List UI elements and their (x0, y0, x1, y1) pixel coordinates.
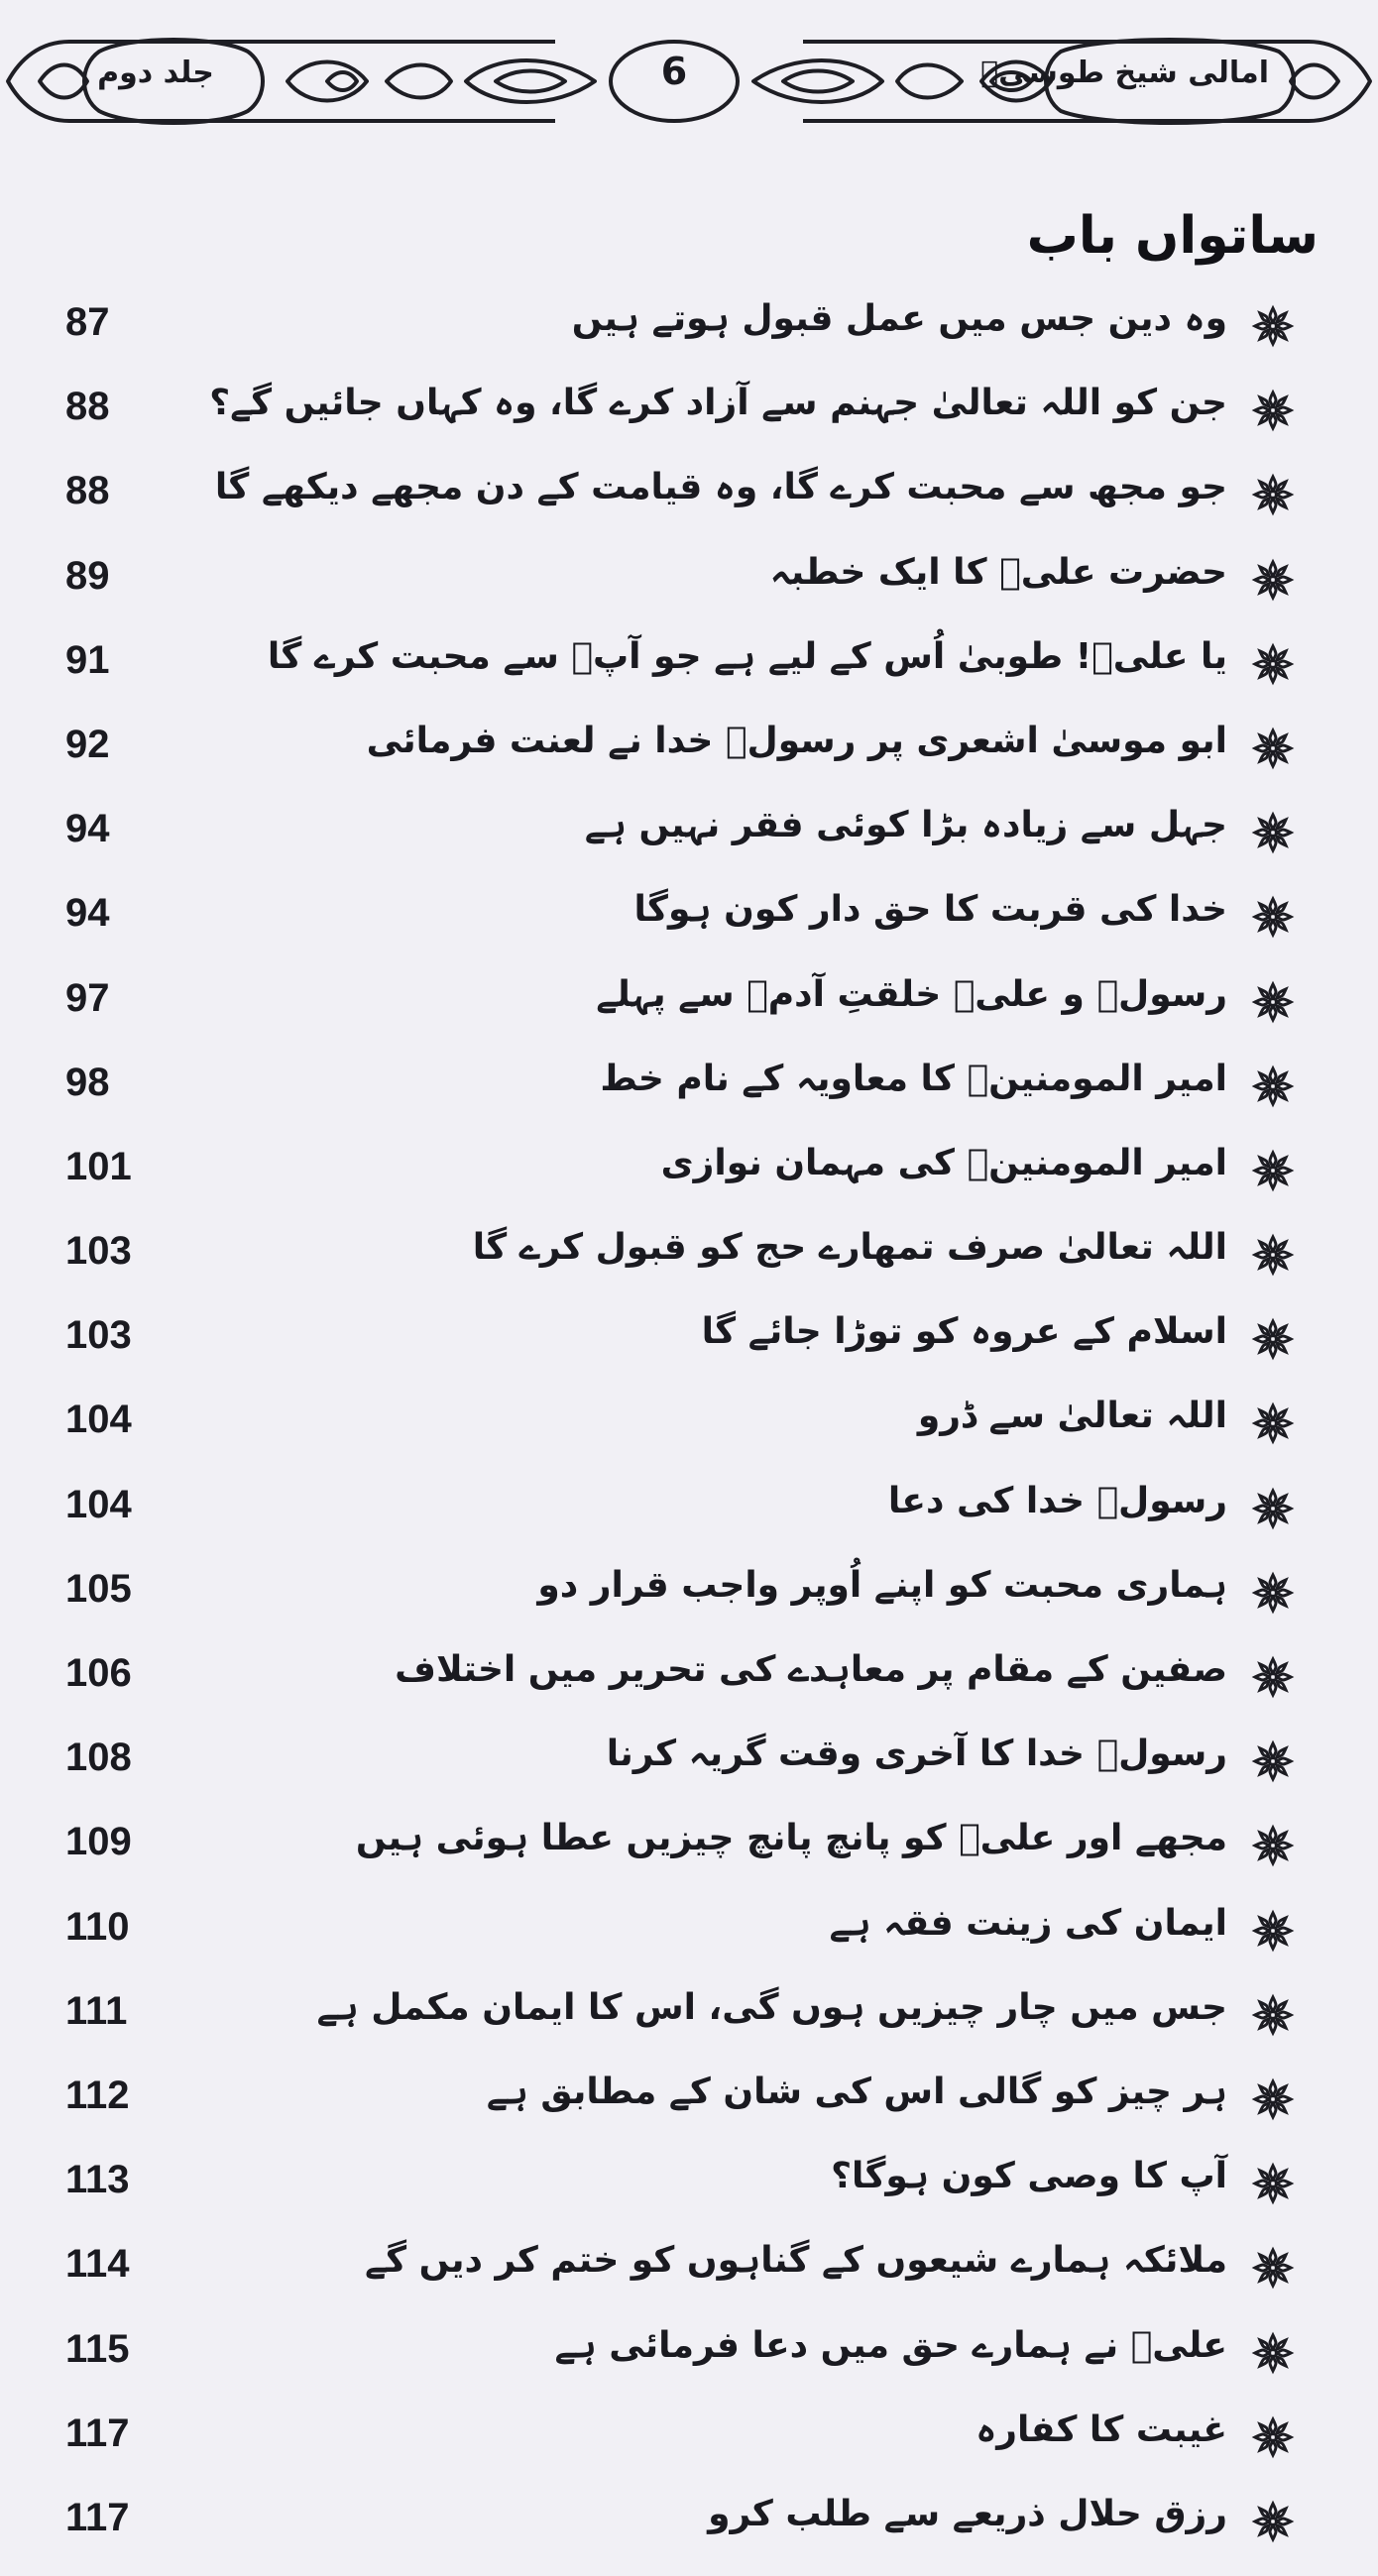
star-bullet-icon (1251, 2415, 1295, 2459)
page-header (0, 0, 1378, 139)
star-bullet-icon (1251, 1571, 1295, 1615)
toc-entry-title: رسولؐ خدا کی دعا (887, 1480, 1227, 1521)
toc-entry-title: ملائکہ ہمارے شیعوں کے گناہوں کو ختم کر دیں گے (365, 2240, 1227, 2282)
toc-page-number: 87 (65, 300, 110, 344)
star-bullet-icon (1251, 389, 1295, 432)
toc-entry[interactable] (0, 1720, 1378, 1804)
toc-entry[interactable] (0, 875, 1378, 959)
star-bullet-icon (1251, 980, 1295, 1024)
toc-page-number: 104 (65, 1482, 132, 1526)
toc-entry[interactable] (0, 1467, 1378, 1551)
toc-page-number: 103 (65, 1313, 132, 1358)
page-number: 6 (660, 50, 688, 93)
star-bullet-icon (1251, 1655, 1295, 1699)
toc-entry-title: رسولؐ و علیؑ خلقتِ آدمؑ سے پہلے (596, 973, 1227, 1015)
toc-page-number: 98 (65, 1060, 110, 1104)
toc-entry[interactable] (0, 2311, 1378, 2396)
volume-label: جلد دوم (97, 56, 214, 90)
toc-entry-title: آپ کا وصی کون ہوگا؟ (831, 2156, 1227, 2197)
toc-page-number: 105 (65, 1566, 132, 1611)
star-bullet-icon (1251, 2246, 1295, 2290)
toc-entry-title: مجھے اور علیؑ کو پانچ پانچ چیزیں عطا ہوئی ہیں (355, 1818, 1227, 1859)
toc-entry-title: علیؑ نے ہمارے حق میں دعا فرمائی ہے (554, 2324, 1227, 2366)
star-bullet-icon (1251, 304, 1295, 348)
star-bullet-icon (1251, 895, 1295, 939)
toc-entry[interactable] (0, 707, 1378, 791)
toc-entry[interactable] (0, 453, 1378, 537)
toc-entry-title: امیر المومنینؑ کی مہمان نوازی (660, 1142, 1227, 1183)
star-bullet-icon (1251, 1233, 1295, 1277)
star-bullet-icon (1251, 1487, 1295, 1530)
toc-entry-title: یا علیؑ! طوبیٰ اُس کے لیے ہے جو آپؑ سے محبت کرے گا (267, 635, 1227, 677)
star-bullet-icon (1251, 1317, 1295, 1361)
toc-entry-title: جہل سے زیادہ بڑا کوئی فقر نہیں ہے (584, 805, 1227, 846)
toc-entry[interactable] (0, 1551, 1378, 1635)
toc-entry-title: حضرت علیؑ کا ایک خطبہ (769, 551, 1227, 593)
toc-page-number: 89 (65, 553, 110, 598)
star-bullet-icon (1251, 642, 1295, 686)
table-of-contents (0, 284, 1378, 2564)
toc-entry-title: ہماری محبت کو اپنے اُوپر واجب قرار دو (537, 1564, 1227, 1606)
toc-page-number: 117 (65, 2410, 130, 2455)
toc-entry-title: امیر المومنینؑ کا معاویہ کے نام خط (600, 1058, 1227, 1099)
toc-page-number: 112 (65, 2072, 130, 2117)
toc-page-number: 97 (65, 975, 110, 1020)
toc-entry[interactable] (0, 2142, 1378, 2226)
toc-entry[interactable] (0, 538, 1378, 622)
star-bullet-icon (1251, 1993, 1295, 2037)
toc-page-number: 113 (65, 2158, 130, 2202)
toc-entry[interactable] (0, 960, 1378, 1045)
star-bullet-icon (1251, 727, 1295, 770)
star-bullet-icon (1251, 1824, 1295, 1867)
toc-entry-title: رزق حلال ذریعے سے طلب کرو (708, 2493, 1227, 2534)
toc-entry-title: اسلام کے عروہ کو توڑا جائے گا (701, 1311, 1227, 1353)
star-bullet-icon (1251, 1739, 1295, 1783)
toc-entry[interactable] (0, 2396, 1378, 2480)
star-bullet-icon (1251, 2077, 1295, 2121)
chapter-title: ساتواں باب (1026, 206, 1319, 266)
toc-entry-title: ابو موسیٰ اشعری پر رسولؐ خدا نے لعنت فرمائی (366, 720, 1227, 761)
toc-entry-title: رسولؐ خدا کا آخری وقت گریہ کرنا (606, 1734, 1227, 1775)
toc-entry[interactable] (0, 1297, 1378, 1382)
toc-entry-title: ایمان کی زینت فقہ ہے (829, 1902, 1227, 1944)
toc-entry-title: غیبت کا کفارہ (976, 2408, 1227, 2450)
toc-page-number: 88 (65, 469, 110, 513)
star-bullet-icon (1251, 1064, 1295, 1108)
toc-entry[interactable] (0, 284, 1378, 369)
toc-page-number: 106 (65, 1651, 132, 1695)
toc-entry[interactable] (0, 369, 1378, 453)
star-bullet-icon (1251, 2331, 1295, 2375)
toc-entry[interactable] (0, 1973, 1378, 2058)
star-bullet-icon (1251, 473, 1295, 516)
star-bullet-icon (1251, 2500, 1295, 2543)
toc-entry-title: ہر چیز کو گالی اس کی شان کے مطابق ہے (486, 2071, 1227, 2112)
toc-entry-title: خدا کی قربت کا حق دار کون ہوگا (633, 889, 1227, 931)
book-title: امالی شیخ طوسیؒ (980, 56, 1269, 90)
toc-page-number: 91 (65, 637, 110, 682)
toc-entry[interactable] (0, 2058, 1378, 2142)
star-bullet-icon (1251, 811, 1295, 854)
toc-page-number: 111 (65, 1988, 128, 2033)
toc-page-number: 109 (65, 1820, 132, 1864)
toc-entry[interactable] (0, 1889, 1378, 1973)
toc-entry-title: اللہ تعالیٰ سے ڈرو (917, 1396, 1227, 1437)
toc-entry-title: اللہ تعالیٰ صرف تمھارے حج کو قبول کرے گا (472, 1227, 1227, 1269)
toc-page-number: 101 (65, 1144, 132, 1188)
toc-entry[interactable] (0, 791, 1378, 875)
toc-entry-title: جن کو اللہ تعالیٰ جہنم سے آزاد کرے گا، وہ کہاں جائیں گے؟ (209, 383, 1227, 424)
toc-entry[interactable] (0, 1804, 1378, 1888)
toc-page-number: 117 (65, 2495, 130, 2539)
toc-entry[interactable] (0, 1045, 1378, 1129)
toc-page-number: 110 (65, 1904, 130, 1949)
star-bullet-icon (1251, 1149, 1295, 1192)
toc-entry-title: صفین کے مقام پر معاہدے کی تحریر میں اختلاف (395, 1649, 1227, 1690)
toc-entry[interactable] (0, 1635, 1378, 1720)
toc-page-number: 108 (65, 1736, 132, 1780)
star-bullet-icon (1251, 1401, 1295, 1445)
toc-page-number: 104 (65, 1398, 132, 1442)
toc-page-number: 114 (65, 2242, 130, 2287)
toc-page-number: 115 (65, 2326, 130, 2371)
star-bullet-icon (1251, 1909, 1295, 1953)
star-bullet-icon (1251, 558, 1295, 602)
toc-entry[interactable] (0, 2226, 1378, 2310)
toc-page-number: 88 (65, 385, 110, 429)
toc-entry-title: جس میں چار چیزیں ہوں گی، اس کا ایمان مکمل ہے (316, 1986, 1227, 2028)
toc-page-number: 94 (65, 807, 110, 851)
toc-entry[interactable] (0, 1213, 1378, 1297)
toc-page-number: 103 (65, 1229, 132, 1274)
toc-entry-title: جو مجھ سے محبت کرے گا، وہ قیامت کے دن مجھے دیکھے گا (214, 467, 1227, 508)
toc-entry[interactable] (0, 2480, 1378, 2564)
toc-page-number: 94 (65, 891, 110, 936)
toc-entry[interactable] (0, 1382, 1378, 1466)
star-bullet-icon (1251, 2162, 1295, 2205)
toc-entry-title: وہ دین جس میں عمل قبول ہوتے ہیں (571, 298, 1227, 339)
toc-entry[interactable] (0, 622, 1378, 707)
toc-entry[interactable] (0, 1129, 1378, 1213)
toc-page-number: 92 (65, 722, 110, 766)
